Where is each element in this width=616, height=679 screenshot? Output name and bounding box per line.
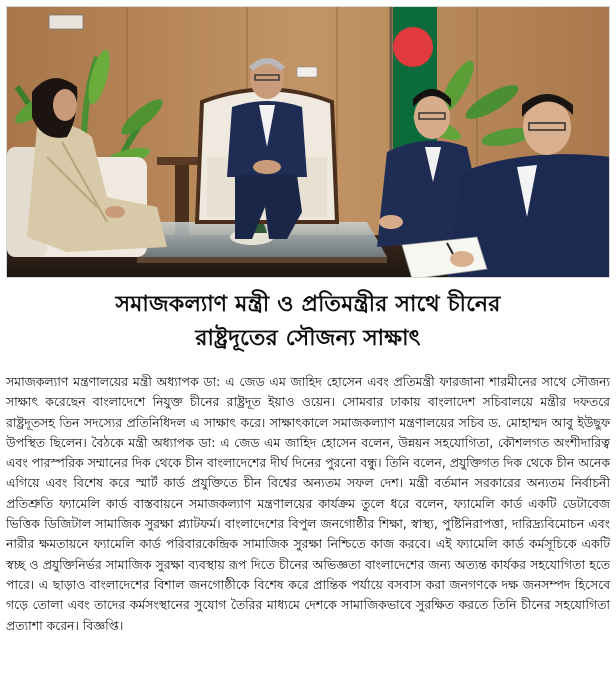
headline-line-1: সমাজকল্যাণ মন্ত্রী ও প্রতিমন্ত্রীর সাথে চীনের <box>115 292 501 317</box>
article-photo <box>6 6 610 278</box>
article-headline <box>6 288 610 356</box>
article-body: সমাজকল্যাণ মন্ত্রণালয়ের মন্ত্রী অধ্যাপক ডা: এ জেড এম জাহিদ হোসেন এবং প্রতিমন্ত্রী ফারজানা শারমীনের সাথে সৌজন্য সাক্ষাৎ করেছেন বাংলাদেশে নিযুক্ত চীনের রাষ্ট্রদূত ইয়াও ওয়েন। সোমবার ঢাকায় বাংলাদেশ সচিবালয়ে মন্ত্রীর দফতরে রাষ্ট্রদূতসহ তিন সদস্যের প্রতিনিধিদল এ সাক্ষাৎ করে। সাক্ষাৎকালে সমাজকল্যাণ মন্ত্রণালয়ের সচিব ড. মোহাম্মদ আবু ইউছুফ উপস্থিত ছিলেন। বৈঠকে মন্ত্রী অধ্যাপক ডা: এ জেড এম জাহিদ হোসেন বলেন, উন্নয়ন সহযোগিতা, কৌশলগত অংশীদারিত্ব এবং পারস্পরিক সম্মানের দিক থেকে চীন বাংলাদেশের দীর্ঘ দিনের পুরনো বন্ধু। তিনি বলেন, প্রযুক্তিগত দিক থেকে চীন অনেক এগিয়ে এবং বিশেষ করে স্মার্ট কার্ড প্রযুক্তিতে চীন বিশ্বের অন্যতম সফল দেশ। মন্ত্রী বর্তমান সরকারের অন্যতম নির্বাচনী প্রতিশ্রুতি ফ্যামেলি কার্ড বাস্তবায়নে সমাজকল্যাণ মন্ত্রণালয়ের কার্যক্রম তুলে ধরে বলেন, ফ্যামেলি কার্ড একটি ডেটাবেজ ভিত্তিক ডিজিটাল সামাজিক সুরক্ষা প্ল্যাটফর্ম। বাংলাদেশের বিপুল জনগোষ্ঠীর শিক্ষা, স্বাস্থ্য, পুষ্টিনিরাপত্তা, দারিদ্র্যবিমোচন এবং নারীর ক্ষমতায়নে ফ্যামেলি কার্ড পরিবারকেন্দ্রিক সামাজিক সুরক্ষা নিশ্চিতে কাজ করবে। এই ফ্যামেলি কার্ড কর্মসূচিকে একটি স্বচ্ছ ও প্রযুক্তিনির্ভর সামাজিক সুরক্ষা ব্যবস্থায় রূপ দিতে চীনের অভিজ্ঞতা বাংলাদেশের জন্য অত্যন্ত কার্যকর সহযোগিতা হতে পারে। এ ছাড়াও বাংলাদেশের বিশাল জনগোষ্ঠীকে বিশেষ করে প্রান্তিক পর্যায়ে বসবাস করা জনগণকে দক্ষ জনসম্পদ হিসেবে গড়ে তোলা এবং তাদের কর্মসংস্থানের সুযোগ তৈরির মাধ্যমে দেশকে সামাজিকভাবে সুরক্ষিত করতে তিনি চীনের সহযোগিতা প্রত্যাশা করেন। বিজ্ঞপ্তি। <box>6 374 610 633</box>
wall-switch <box>49 15 83 29</box>
wall-socket <box>297 67 317 77</box>
headline-line-2: রাষ্ট্রদূতের সৌজন্য সাক্ষাৎ <box>195 326 421 351</box>
glass-coffee-table <box>137 221 387 263</box>
meeting-scene-illustration <box>7 7 610 278</box>
